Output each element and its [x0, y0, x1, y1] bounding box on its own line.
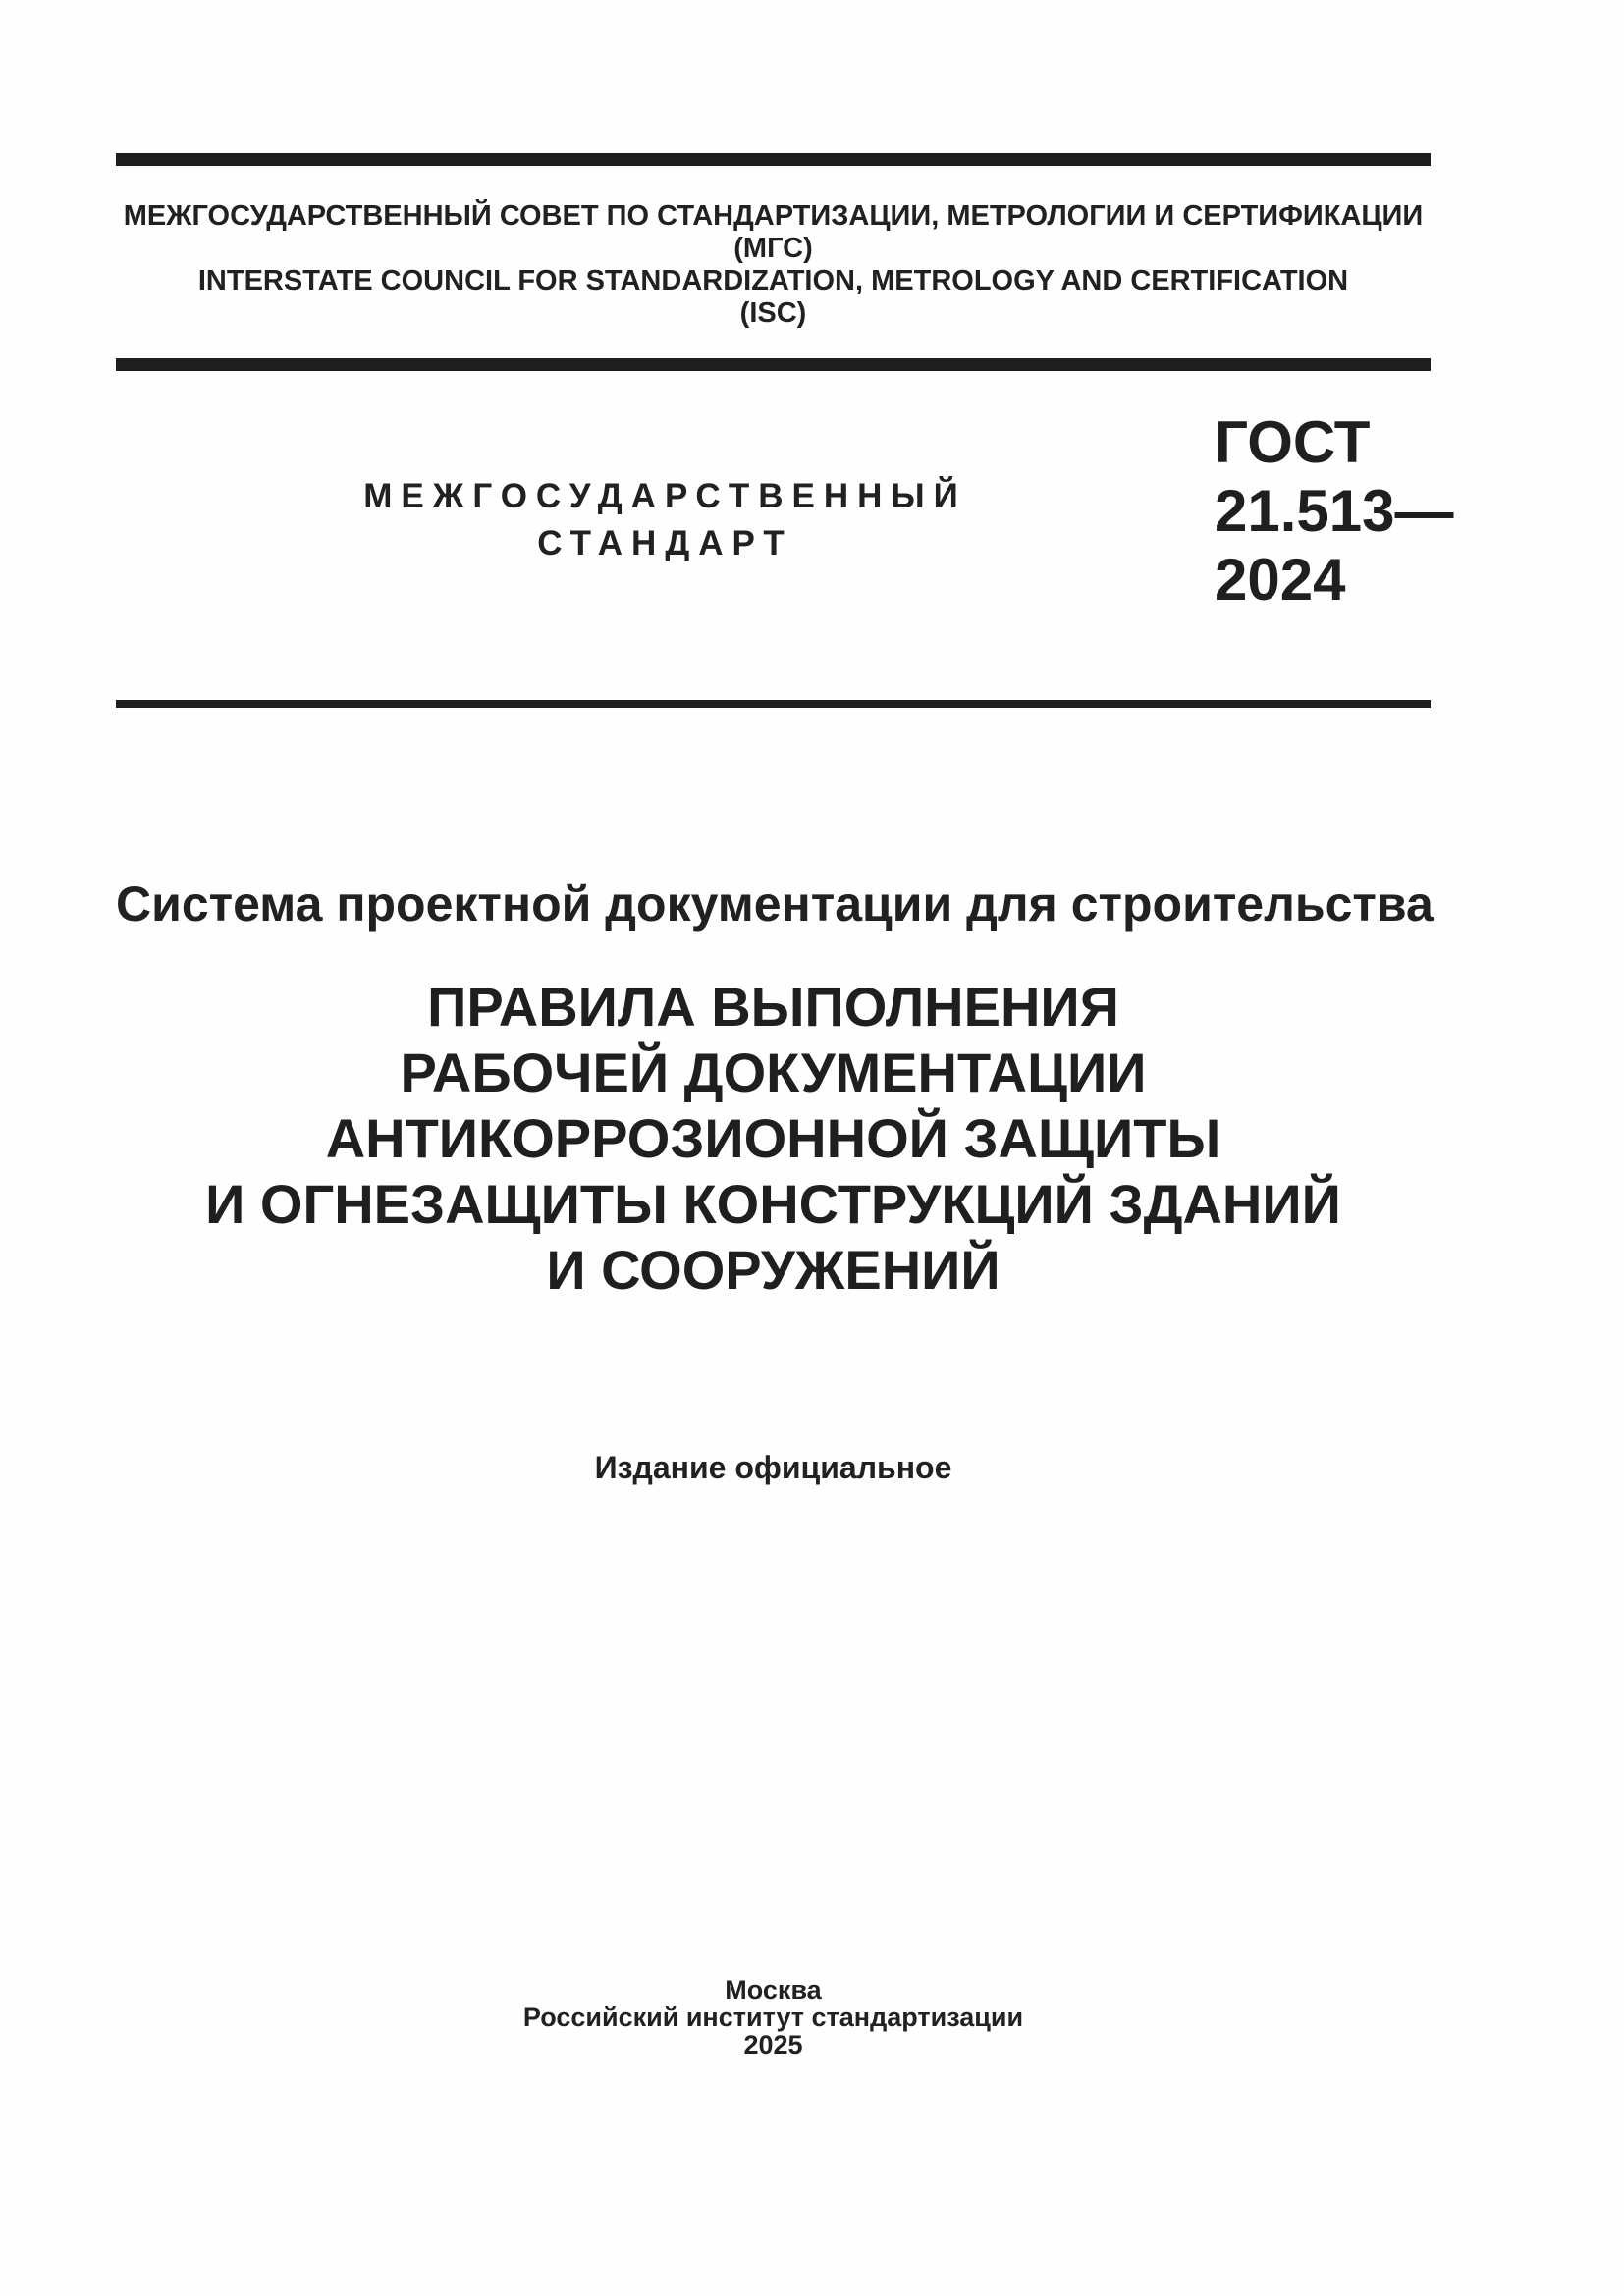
designation-bottom-rule: [116, 700, 1431, 708]
top-rule: [116, 153, 1431, 166]
main-title-line: И СООРУЖЕНИЙ: [546, 1239, 1001, 1301]
standard-kind-line2: СТАНДАРТ: [537, 524, 793, 562]
main-title-line: РАБОЧЕЙ ДОКУМЕНТАЦИИ: [400, 1041, 1147, 1103]
system-title: Система проектной документации для строительства: [116, 877, 1434, 932]
issuer-abbr-en: (ISC): [739, 297, 807, 329]
main-title-line: АНТИКОРРОЗИОННОЙ ЗАЩИТЫ: [325, 1107, 1221, 1169]
standard-kind-line1: МЕЖГОСУДАРСТВЕННЫЙ: [363, 477, 967, 515]
header-bottom-rule: [116, 358, 1431, 371]
imprint-year: 2025: [743, 2030, 803, 2059]
standard-kind: [116, 473, 1215, 567]
designation-prefix: ГОСТ: [1215, 409, 1371, 475]
standard-designation: [1215, 408, 1454, 614]
issuer-header: [116, 200, 1431, 330]
issuer-name-en: INTERSTATE COUNCIL FOR STANDARDIZATION, METROLOGY AND CERTIFICATION: [197, 265, 1349, 296]
main-title: [116, 974, 1431, 1303]
main-title-line: И ОГНЕЗАЩИТЫ КОНСТРУКЦИЙ ЗДАНИЙ: [205, 1173, 1341, 1235]
imprint: [116, 1976, 1431, 2058]
designation-number: 21.513—: [1215, 478, 1454, 544]
main-title-line: ПРАВИЛА ВЫПОЛНЕНИЯ: [427, 976, 1119, 1038]
imprint-publisher: Российский институт стандартизации: [522, 2002, 1024, 2032]
issuer-abbr-ru: (МГС): [733, 233, 813, 264]
issuer-name-ru: МЕЖГОСУДАРСТВЕННЫЙ СОВЕТ ПО СТАНДАРТИЗАЦИИ, МЕТРОЛОГИИ И СЕРТИФИКАЦИИ: [123, 200, 1424, 232]
edition-note: Издание официальное: [594, 1450, 952, 1485]
designation-year: 2024: [1215, 547, 1346, 613]
imprint-city: Москва: [725, 1975, 822, 2004]
